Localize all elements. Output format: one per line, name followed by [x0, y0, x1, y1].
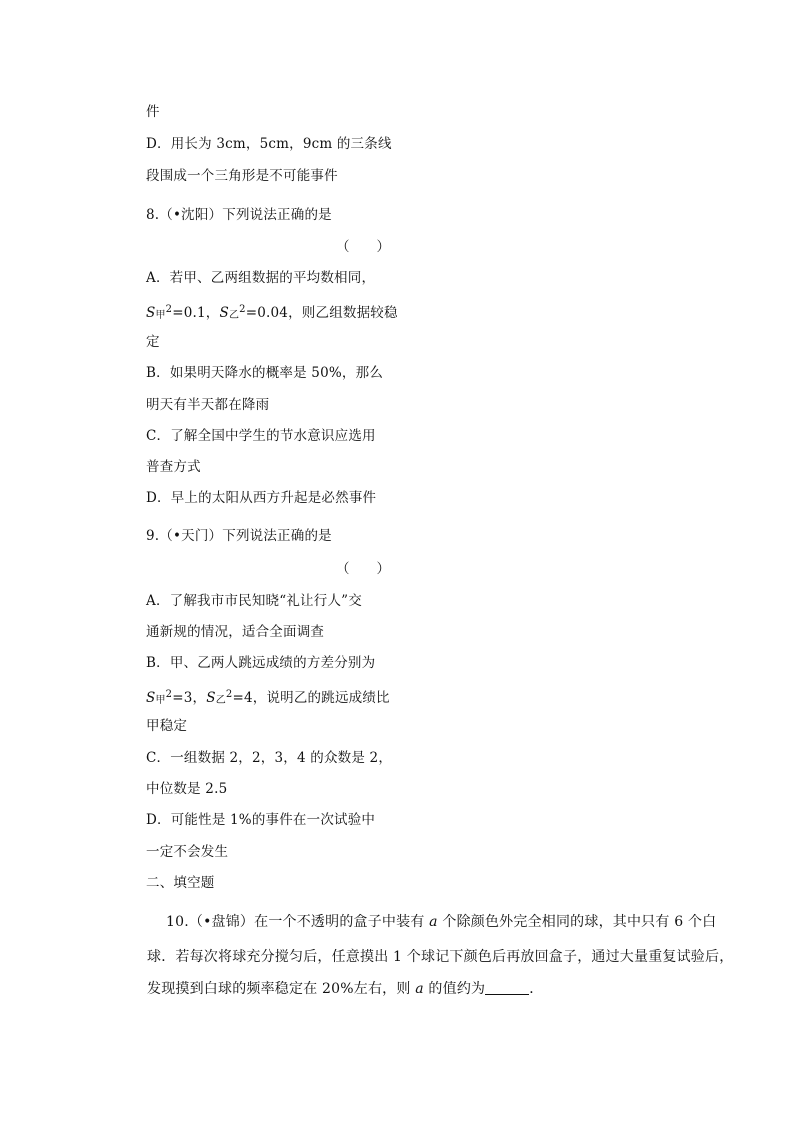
q8-option-b-line2: 明天有半天都在降雨 — [146, 397, 270, 413]
q7-tail: 件 — [146, 104, 160, 120]
q9-var-s2: S — [206, 690, 216, 706]
q9-option-a-line2: 通新规的情况，适合全面调查 — [146, 624, 325, 640]
q9-var-s1: S — [146, 690, 156, 706]
q8-text-end: =0.04，则乙组数据较稳 — [245, 305, 398, 321]
q9-option-d-line1: D．可能性是 1%的事件在一次试验中 — [146, 812, 376, 828]
q9-text-mid: =3， — [172, 690, 207, 706]
q7-option-d-line2: 段围成一个三角形是不可能事件 — [146, 168, 338, 184]
q8-var-s1: S — [146, 305, 156, 321]
q8-sup-1: 2 — [165, 304, 173, 315]
q9-option-c-line1: C．一组数据 2，2，3，4 的众数是 2， — [146, 750, 393, 766]
q9-sub-yi: 乙 — [215, 695, 226, 706]
q8-option-c-line1: C．了解全国中学生的节水意识应选用 — [146, 428, 376, 444]
q10-line1 — [166, 913, 716, 931]
q9-option-b-line2 — [146, 686, 390, 710]
q8-option-b-line1: B．如果明天降水的概率是 50%，那么 — [146, 365, 384, 381]
q8-sup-2: 2 — [239, 304, 246, 315]
q10-text-after-3: 的值约为 — [423, 981, 486, 997]
q8-option-a-line3: 定 — [146, 334, 160, 350]
q8-option-a-line1: A．若甲、乙两组数据的平均数相同， — [146, 270, 376, 286]
section-title-fill-in: 二、填空题 — [146, 875, 215, 891]
q10-text-before: 10.（•盘锦）在一个不透明的盒子中装有 — [166, 914, 430, 930]
q8-option-c-line2: 普查方式 — [146, 459, 201, 475]
q9-answer-paren: （ ） — [336, 561, 390, 577]
q10-text-after: 个除颜色外完全相同的球，其中只有 6 个白 — [437, 914, 717, 930]
q8-var-s2: S — [219, 305, 229, 321]
q9-text-end: =4，说明乙的跳远成绩比 — [232, 690, 390, 706]
q8-answer-paren: （ ） — [336, 239, 390, 255]
q9-option-c-line2: 中位数是 2.5 — [146, 781, 228, 797]
q10-answer-blank[interactable] — [485, 980, 529, 995]
q8-option-d: D．早上的太阳从西方升起是必然事件 — [146, 490, 377, 506]
q9-sup-2: 2 — [225, 689, 233, 700]
q9-stem: 9.（•天门）下列说法正确的是 — [146, 528, 332, 544]
q10-period: ． — [529, 981, 544, 997]
q8-text-mid: =0.1， — [172, 305, 220, 321]
q10-var-a-2: a — [415, 981, 424, 997]
q7-option-d-line1: D．用长为 3cm，5cm，9cm 的三条线 — [146, 136, 392, 152]
q9-sup-1: 2 — [165, 689, 173, 700]
q10-line3 — [147, 980, 543, 998]
q10-line2: 球．若每次将球充分搅匀后，任意摸出 1 个球记下颜色后再放回盒子，通过大量重复试验后， — [147, 949, 734, 965]
q9-sub-jia: 甲 — [155, 695, 166, 706]
q8-sub-yi: 乙 — [228, 310, 240, 321]
q10-var-a: a — [429, 914, 438, 930]
q8-sub-jia: 甲 — [155, 310, 166, 321]
q9-option-a-line1: A．了解我市市民知晓“礼让行人”交 — [146, 593, 362, 609]
q8-option-a-line2 — [146, 301, 398, 325]
q8-stem: 8.（•沈阳）下列说法正确的是 — [146, 207, 332, 223]
q9-option-d-line2: 一定不会发生 — [146, 844, 229, 860]
q10-text-before-3: 发现摸到白球的频率稳定在 20%左右，则 — [147, 981, 416, 997]
q9-option-b-line1: B．甲、乙两人跳远成绩的方差分别为 — [146, 655, 376, 671]
q9-option-b-line3: 甲稳定 — [146, 718, 188, 734]
